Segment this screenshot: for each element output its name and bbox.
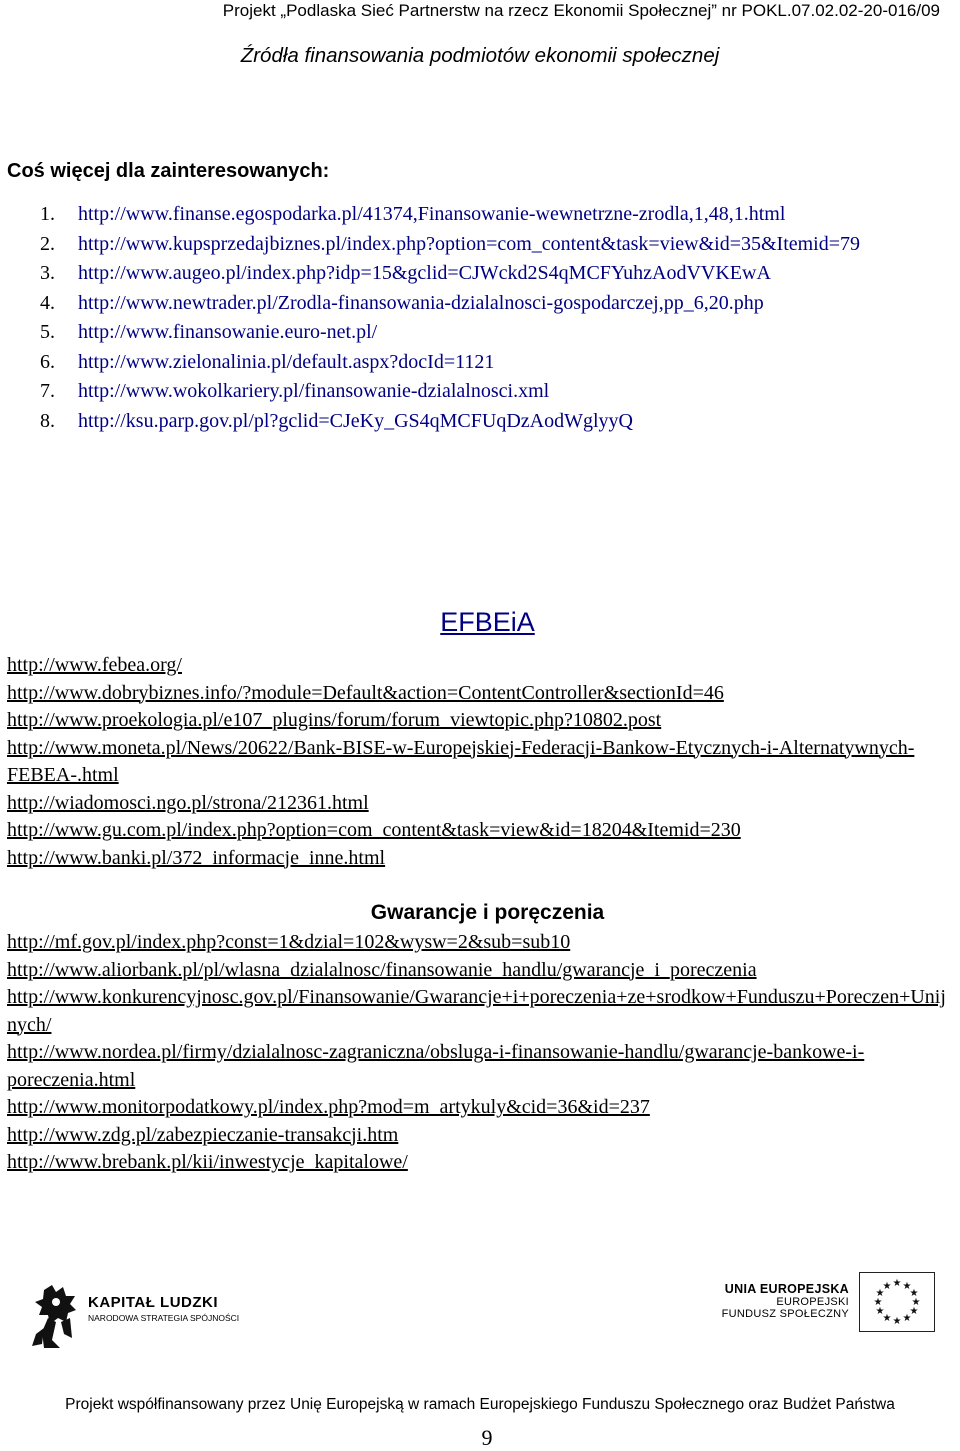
svg-text:★: ★ bbox=[902, 1313, 912, 1324]
svg-text:★: ★ bbox=[892, 1316, 902, 1327]
link[interactable]: http://www.banki.pl/372_informacje_inne.html bbox=[7, 846, 386, 869]
eu-logo-line2: EUROPEJSKI bbox=[776, 1296, 849, 1308]
list-item bbox=[0, 407, 958, 437]
efbeia-heading: EFBEiA bbox=[440, 607, 535, 637]
svg-text:★: ★ bbox=[911, 1297, 921, 1308]
gwarancje-heading: Gwarancje i poręczenia bbox=[370, 901, 605, 924]
page-number: 9 bbox=[481, 1425, 493, 1450]
list-item bbox=[0, 259, 958, 289]
header-subtitle: Źródła finansowania podmiotów ekonomii społecznej bbox=[240, 44, 720, 67]
list-item bbox=[0, 289, 958, 319]
list-item bbox=[0, 200, 958, 230]
eu-logo-line3: FUNDUSZ SPOŁECZNY bbox=[721, 1308, 849, 1320]
item-number: 3. bbox=[40, 262, 55, 284]
eu-stars-icon bbox=[860, 1273, 934, 1331]
eu-flag-icon bbox=[859, 1272, 935, 1332]
link[interactable]: http://www.proekologia.pl/e107_plugins/forum/forum_viewtopic.php?10802.post bbox=[7, 709, 662, 731]
link[interactable]: http://www.gu.com.pl/index.php?option=com_content&task=view&id=18204&Itemid=230 bbox=[7, 819, 741, 841]
kapital-ludzki-tagline: NARODOWA STRATEGIA SPÓJNOŚCI bbox=[88, 1313, 240, 1323]
item-number: 5. bbox=[40, 321, 55, 343]
link[interactable]: http://www.febea.org/ bbox=[7, 654, 182, 676]
item-number: 7. bbox=[40, 380, 55, 402]
list-item bbox=[0, 318, 958, 348]
section-heading: Coś więcej dla zainteresowanych: bbox=[7, 160, 330, 182]
link[interactable]: http://mf.gov.pl/index.php?const=1&dzial=102&wysw=2&sub=sub10 bbox=[7, 931, 571, 953]
kapital-ludzki-emblem-icon bbox=[30, 1282, 80, 1352]
link[interactable]: http://ksu.parp.gov.pl/pl?gclid=CJeKy_GS4qMCFUqDzAodWglyyQ bbox=[78, 409, 633, 432]
kapital-ludzki-name: KAPITAŁ LUDZKI bbox=[88, 1294, 219, 1311]
efbeia-link-list bbox=[7, 652, 955, 872]
numbered-link-list bbox=[0, 200, 958, 436]
svg-text:★: ★ bbox=[909, 1306, 919, 1317]
footer-note: Projekt współfinansowany przez Unię Europejską w ramach Europejskiego Funduszu Społecznego oraz Budżet Państwa bbox=[65, 1396, 895, 1413]
kapital-ludzki-logo bbox=[30, 1282, 250, 1352]
item-number: 1. bbox=[40, 203, 55, 225]
item-number: 4. bbox=[40, 291, 55, 314]
svg-text:★: ★ bbox=[909, 1288, 919, 1299]
svg-text:★: ★ bbox=[875, 1306, 885, 1317]
gwarancje-link-list bbox=[7, 929, 955, 1177]
link[interactable]: http://www.kupsprzedajbiznes.pl/index.php?option=com_content&task=view&id=35&Itemid=79 bbox=[78, 232, 861, 255]
eu-logo-text bbox=[722, 1282, 849, 1320]
svg-text:★: ★ bbox=[902, 1281, 912, 1292]
svg-text:★: ★ bbox=[882, 1313, 892, 1324]
eu-logo-line1: UNIA EUROPEJSKA bbox=[724, 1282, 849, 1296]
svg-text:★: ★ bbox=[873, 1297, 883, 1308]
link[interactable]: http://www.zdg.pl/zabezpieczanie-transakcji.htm bbox=[7, 1123, 399, 1146]
list-item bbox=[0, 348, 958, 378]
link[interactable]: http://www.nordea.pl/firmy/dzialalnosc-zagraniczna/obsluga-i-finansowanie-handlu/gwarancje-bankowe-i-poreczenia.html bbox=[7, 1041, 865, 1091]
link[interactable]: http://www.finansowanie.euro-net.pl/ bbox=[78, 321, 378, 343]
link[interactable]: http://www.zielonalinia.pl/default.aspx?docId=1121 bbox=[78, 350, 495, 373]
link[interactable]: http://wiadomosci.ngo.pl/strona/212361.html bbox=[7, 791, 369, 814]
item-number: 2. bbox=[40, 232, 55, 255]
link[interactable]: http://www.augeo.pl/index.php?idp=15&gclid=CJWckd2S4qMCFYuhzAodVVKEwA bbox=[78, 262, 771, 284]
link[interactable]: http://www.dobrybiznes.info/?module=Default&action=ContentController&sectionId=46 bbox=[7, 681, 724, 704]
header-project: Projekt „Podlaska Sieć Partnerstw na rzecz Ekonomii Społecznej” nr POKL.07.02.02-20-016/09 bbox=[222, 1, 940, 20]
svg-text:★: ★ bbox=[875, 1288, 885, 1299]
list-item bbox=[0, 230, 958, 260]
item-number: 8. bbox=[40, 409, 55, 432]
link[interactable]: http://www.moneta.pl/News/20622/Bank-BISE-w-Europejskiej-Federacji-Bankow-Etycznych-i-Alternatywnych-FEBEA-.html bbox=[7, 736, 915, 786]
link[interactable]: http://www.monitorpodatkowy.pl/index.php?mod=m_artykuly&cid=36&id=237 bbox=[7, 1096, 650, 1118]
link[interactable]: http://www.konkurencyjnosc.gov.pl/Finansowanie/Gwarancje+i+poreczenia+ze+srodkow+Funduszu+Poreczen+Unijnych/ bbox=[7, 986, 946, 1036]
svg-text:★: ★ bbox=[892, 1278, 902, 1289]
link[interactable]: http://www.aliorbank.pl/pl/wlasna_dzialalnosc/finansowanie_handlu/gwarancje_i_poreczenia bbox=[7, 958, 757, 981]
link[interactable]: http://www.finanse.egospodarka.pl/41374,Finansowanie-wewnetrzne-zrodla,1,48,1.html bbox=[78, 203, 786, 225]
item-number: 6. bbox=[40, 350, 55, 373]
link[interactable]: http://www.wokolkariery.pl/finansowanie-dzialalnosci.xml bbox=[78, 380, 550, 402]
list-item bbox=[0, 377, 958, 407]
eu-logo bbox=[721, 1272, 935, 1352]
svg-text:★: ★ bbox=[882, 1281, 892, 1292]
link[interactable]: http://www.brebank.pl/kii/inwestycje_kapitalowe/ bbox=[7, 1151, 408, 1173]
link[interactable]: http://www.newtrader.pl/Zrodla-finansowania-dzialalnosci-gospodarczej,pp_6,20.php bbox=[78, 291, 764, 314]
